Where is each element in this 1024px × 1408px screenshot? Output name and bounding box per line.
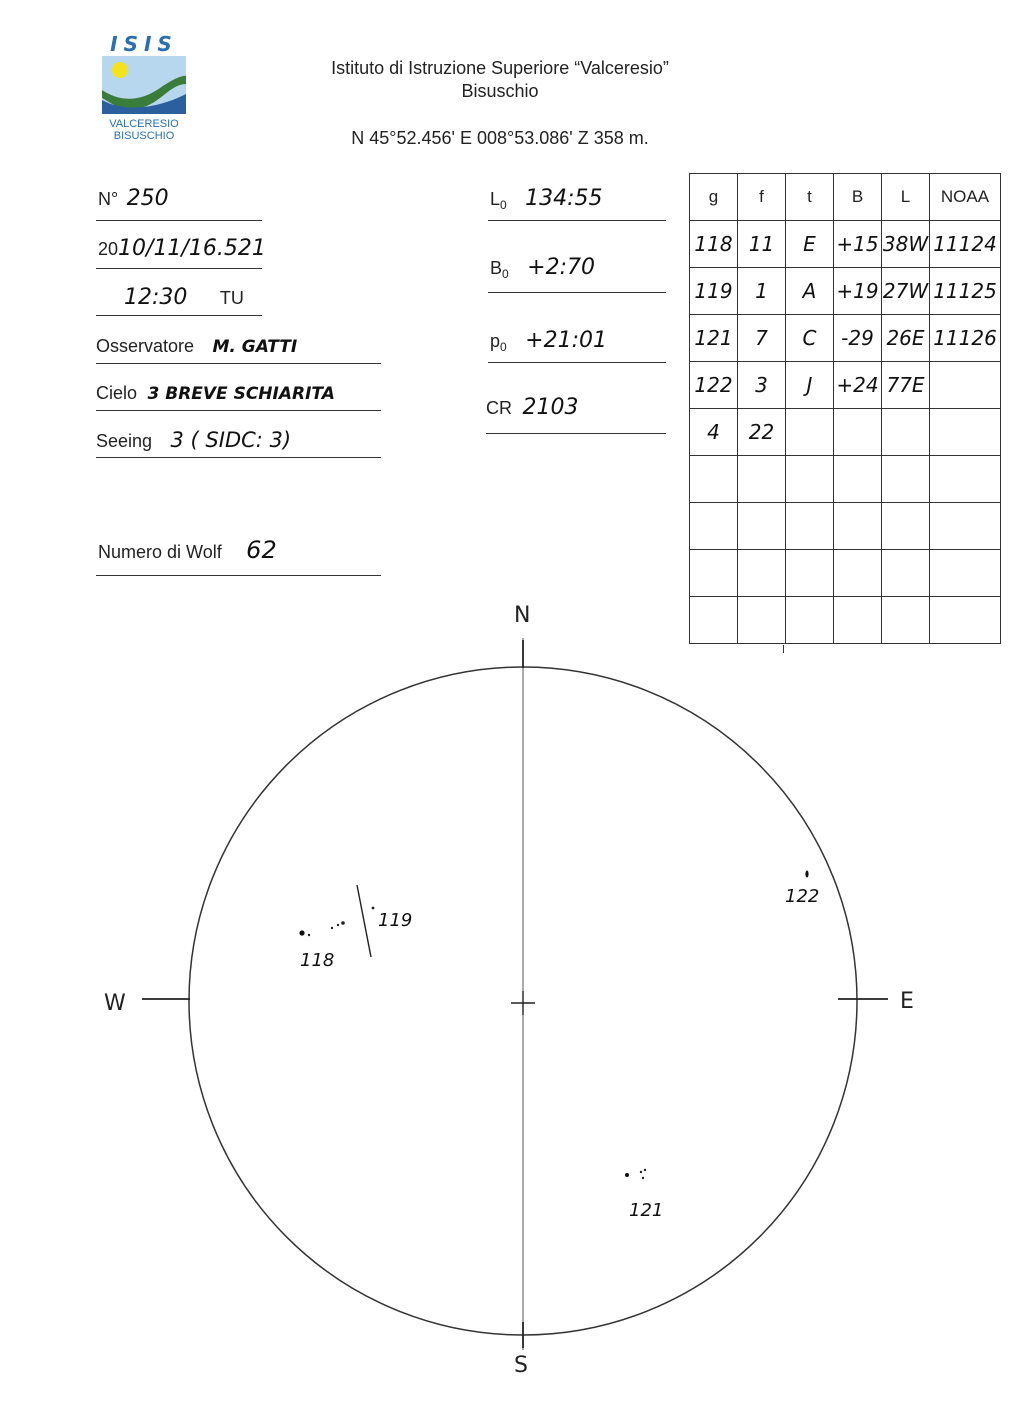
table-cell-g: 121 (690, 315, 738, 362)
table-cell-noaa (930, 362, 1001, 409)
b0-subscript: 0 (502, 267, 509, 282)
logo-emblem (100, 54, 188, 116)
east-label: E (900, 989, 914, 1014)
table-cell-l: 77E (882, 362, 930, 409)
table-cell-noaa (930, 550, 1001, 597)
number-label: N° (98, 189, 119, 209)
table-cell-f: 3 (738, 362, 786, 409)
group-122-label: 122 (785, 886, 820, 907)
institute-town: Bisuschio (461, 81, 539, 101)
table-cell-t (786, 597, 834, 644)
table-cell-g: 4 (690, 409, 738, 456)
table-cell-noaa: 11125 (930, 268, 1001, 315)
table-cell-noaa (930, 409, 1001, 456)
table-row (690, 597, 1001, 644)
header-cell-t: t (786, 174, 834, 221)
sunspot-121-dot-a (640, 1171, 642, 1173)
sunspot-121-dot-b (644, 1169, 646, 1171)
table-cell-b (834, 597, 882, 644)
l0-label: L (490, 189, 501, 209)
b0-row (490, 255, 595, 281)
sunspot-121-dot-c (642, 1177, 644, 1179)
wolf-value: 62 (246, 536, 277, 564)
table-cell-b (834, 503, 882, 550)
table-cell-f (738, 597, 786, 644)
date-prefix: 20 (98, 239, 119, 259)
table-cell-f (738, 503, 786, 550)
table-cell-g: 118 (690, 221, 738, 268)
table-cell-l (882, 456, 930, 503)
table-cell-noaa: 11124 (930, 221, 1001, 268)
form-observer-row (96, 336, 297, 357)
table-cell-f (738, 456, 786, 503)
table-cell-g (690, 550, 738, 597)
sky-underline (96, 410, 381, 411)
l0-subscript: 0 (500, 198, 507, 213)
table-cell-b: +19 (834, 268, 882, 315)
header-cell-b: B (834, 174, 882, 221)
table-row (690, 315, 1001, 362)
table-cell-t: A (786, 268, 834, 315)
table-cell-b (834, 409, 882, 456)
table-cell-l (882, 550, 930, 597)
table-cell-l (882, 503, 930, 550)
table-cell-noaa: 11126 (930, 315, 1001, 362)
table-row (690, 550, 1001, 597)
table-cell-t: C (786, 315, 834, 362)
form-number-row (98, 186, 169, 211)
b0-underline (488, 292, 666, 293)
sunspot-121-leader (625, 1173, 629, 1177)
table-cell-l: 27W (882, 268, 930, 315)
number-underline (96, 220, 262, 221)
table-cell-b (834, 456, 882, 503)
l0-value: 134:55 (525, 186, 603, 211)
table-cell-g: 122 (690, 362, 738, 409)
table-cell-t: J (786, 362, 834, 409)
table-row (690, 409, 1001, 456)
table-cell-b (834, 550, 882, 597)
logo-text: ISIS (110, 32, 178, 56)
p0-label: p (490, 331, 501, 351)
table-cell-g (690, 503, 738, 550)
sky-value: 3 BREVE SCHIARITA (147, 384, 335, 404)
cr-value: 2103 (522, 395, 579, 420)
time-value: 12:30 (124, 285, 188, 310)
table-cell-f (738, 550, 786, 597)
table-cell-t: E (786, 221, 834, 268)
seeing-label: Seeing (96, 431, 153, 451)
group-121-label: 121 (629, 1200, 664, 1221)
time-underline (96, 315, 262, 316)
header-cell-l: L (882, 174, 930, 221)
table-cell-g: 119 (690, 268, 738, 315)
table-cell-noaa (930, 597, 1001, 644)
sunspot-118-dot-c (341, 921, 345, 925)
cr-row (486, 395, 578, 420)
date-value: 10/11/16.521 (118, 236, 266, 261)
north-label: N (514, 603, 531, 628)
table-cell-b: +15 (834, 221, 882, 268)
logo-caption-1: VALCERESIO (109, 118, 179, 130)
form-date-row (98, 236, 266, 261)
sunspot-119 (372, 907, 375, 910)
cr-underline (486, 433, 666, 434)
number-value: 250 (126, 186, 169, 211)
wolf-underline (96, 575, 381, 576)
table-cell-f: 11 (738, 221, 786, 268)
sunspot-118-dot-b (337, 924, 339, 926)
seeing-underline (96, 457, 381, 458)
form-sky-row (96, 383, 335, 404)
b0-label: B (490, 258, 503, 278)
table-cell-f: 1 (738, 268, 786, 315)
wolf-label: Numero di Wolf (98, 542, 222, 562)
sky-label: Cielo (96, 383, 138, 403)
table-cell-l: 38W (882, 221, 930, 268)
l0-underline (488, 220, 666, 221)
south-label: S (514, 1353, 528, 1378)
solar-disk-outline (189, 667, 857, 1335)
sunspot-118-follower (308, 934, 310, 936)
time-unit: TU (219, 288, 244, 308)
form-wolf-row (98, 536, 277, 564)
table-row (690, 456, 1001, 503)
sunspot-118-dot-a (331, 927, 333, 929)
cr-label: CR (486, 398, 512, 418)
table-header-row (690, 174, 1001, 221)
header-cell-f: f (738, 174, 786, 221)
table-cell-l (882, 409, 930, 456)
table-cell-l (882, 597, 930, 644)
p0-row (490, 328, 607, 354)
west-label: W (104, 991, 126, 1016)
l0-row (490, 186, 603, 212)
meridian-mark (357, 885, 371, 957)
table-cell-t (786, 409, 834, 456)
sunspot-groups-body (690, 174, 1001, 644)
group-119-label: 119 (378, 910, 413, 931)
table-cell-noaa (930, 456, 1001, 503)
table-row (690, 221, 1001, 268)
table-column-extension (783, 645, 784, 653)
form-time-row (124, 285, 244, 310)
observer-value: M. GATTI (212, 337, 298, 357)
table-cell-g (690, 597, 738, 644)
station-coordinates: N 45°52.456' E 008°53.086' Z 358 m. (351, 128, 649, 148)
b0-value: +2:70 (527, 255, 595, 280)
logo-caption-2: BISUSCHIO (113, 130, 175, 142)
header-cell-noaa: NOAA (930, 174, 1001, 221)
header-cell-g: g (690, 174, 738, 221)
date-underline (96, 268, 262, 269)
table-row (690, 362, 1001, 409)
table-cell-t (786, 456, 834, 503)
school-logo (98, 34, 190, 149)
institute-name: Istituto di Istruzione Superiore “Valceresio” (331, 58, 669, 78)
p0-value: +21:01 (525, 328, 607, 353)
group-118-label: 118 (300, 950, 335, 971)
sunspot-122 (805, 871, 808, 878)
table-cell-b: +24 (834, 362, 882, 409)
observer-label: Osservatore (96, 336, 195, 356)
table-cell-t (786, 550, 834, 597)
table-row (690, 503, 1001, 550)
table-cell-f: 7 (738, 315, 786, 362)
p0-subscript: 0 (500, 340, 507, 355)
table-row (690, 268, 1001, 315)
sunspot-groups-table (689, 173, 1001, 644)
table-cell-t (786, 503, 834, 550)
table-cell-g (690, 456, 738, 503)
table-cell-l: 26E (882, 315, 930, 362)
table-cell-noaa (930, 503, 1001, 550)
seeing-value: 3 ( SIDC: 3) (170, 428, 292, 452)
observer-underline (96, 363, 381, 364)
table-cell-f: 22 (738, 409, 786, 456)
table-cell-b: -29 (834, 315, 882, 362)
sunspot-118-leader (299, 930, 304, 935)
p0-underline (488, 362, 666, 363)
form-seeing-row (96, 428, 291, 452)
